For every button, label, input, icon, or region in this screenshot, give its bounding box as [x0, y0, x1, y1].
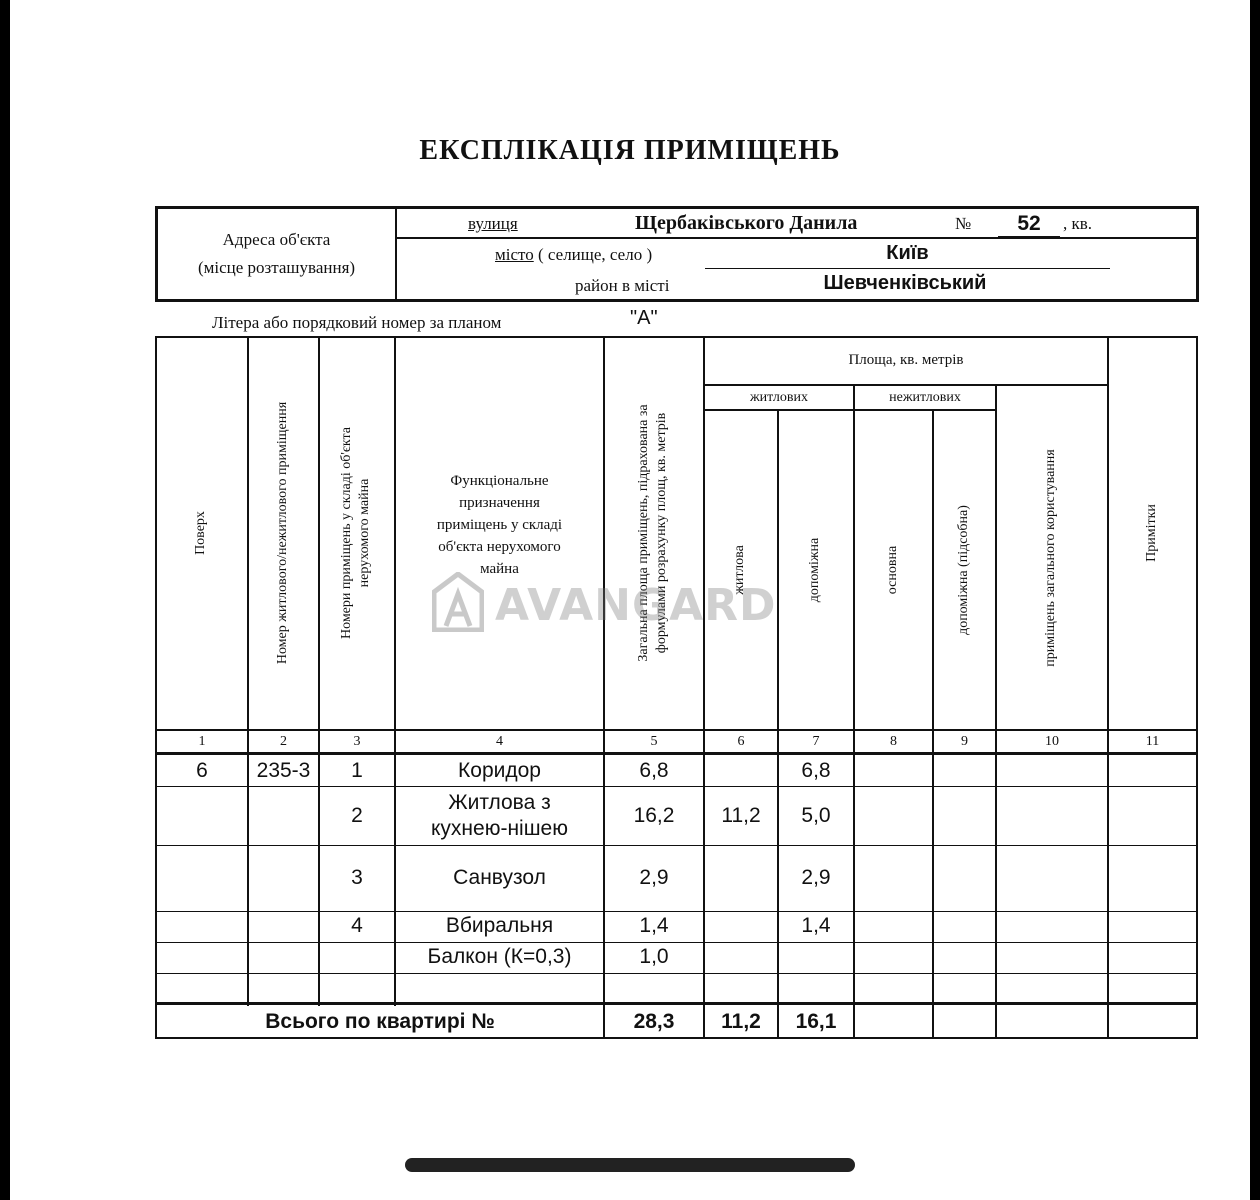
totals-total: 28,3 [633, 1010, 675, 1033]
col-number-6: 6 [737, 734, 745, 749]
plan-letter-label: Літера або порядковий номер за планом [212, 313, 502, 332]
col-divider-7 [853, 385, 855, 1039]
city-value: Київ [886, 242, 929, 264]
col-number-5: 5 [650, 734, 658, 749]
totals-living: 11,2 [721, 1010, 761, 1033]
col-number-1: 1 [198, 734, 206, 749]
header-area-group: Площа, кв. метрів [848, 352, 964, 368]
header-main: основна [885, 545, 900, 595]
row3-total: 2,9 [639, 866, 669, 889]
header-function: Функціональне призначення приміщень у складі об'єкта нерухомого майна [436, 473, 563, 577]
row3-auxiliary: 2,9 [801, 866, 831, 889]
city-label [495, 245, 652, 265]
row1-auxiliary: 6,8 [801, 759, 831, 782]
row-line-5 [155, 973, 1198, 974]
number-label: № [955, 214, 972, 233]
col-number-8: 8 [890, 734, 897, 749]
street-value: Щербаківського Данила [635, 212, 858, 234]
header-floor: Поверх [193, 511, 208, 555]
col-number-4: 4 [496, 734, 503, 749]
house-number-value: 52 [1017, 212, 1041, 235]
row2-room: 2 [351, 804, 363, 827]
address-label-line1: Адреса об'єкта [222, 230, 331, 249]
col-number-3: 3 [353, 734, 361, 749]
city-label-part1: місто [495, 245, 534, 264]
plan-letter-value: "А" [630, 307, 658, 329]
col-divider-1 [247, 336, 249, 1006]
watermark-text: AVANGARD [495, 580, 777, 631]
col-number-10: 10 [1045, 734, 1059, 749]
row1-total: 6,8 [639, 759, 669, 782]
col-number-2: 2 [280, 734, 287, 749]
document-title: ЕКСПЛІКАЦІЯ ПРИМІЩЕНЬ [419, 135, 841, 166]
address-divider [395, 206, 397, 302]
row4-function: Вбиральня [445, 914, 554, 937]
row3-function: Санвузол [453, 866, 546, 889]
row1-function: Коридор [458, 759, 541, 782]
header-auxiliary: допоміжна [807, 537, 822, 603]
header-unit-number: Номер житлового/нежитлового приміщення [275, 401, 290, 665]
apartment-label: , кв. [1063, 214, 1093, 233]
home-indicator-bar[interactable] [405, 1158, 855, 1172]
colnum-bottom-line [155, 752, 1198, 755]
row1-floor: 6 [196, 759, 208, 782]
row2-living: 11,2 [721, 804, 761, 827]
col-divider-3 [394, 336, 396, 1006]
row-line-4 [155, 942, 1198, 943]
col-divider-6 [777, 410, 779, 1039]
address-label-line2: (місце розташування) [197, 258, 356, 277]
row1-room: 1 [351, 759, 363, 782]
col-divider-2 [318, 336, 320, 1006]
row3-room: 3 [351, 866, 363, 889]
house-logo-icon [432, 572, 484, 637]
header-aux-underground: допоміжна (підсобна) [956, 505, 971, 635]
number-underline [998, 236, 1060, 237]
col-divider-9 [995, 385, 997, 1039]
header-living: житлова [732, 545, 747, 595]
row2-auxiliary: 5,0 [801, 804, 831, 827]
row5-function: Балкон (К=0,3) [427, 945, 572, 968]
header-residential-group: житлових [749, 390, 809, 405]
header-bottom-line [155, 729, 1198, 731]
col-divider-5 [703, 336, 705, 1039]
totals-auxiliary: 16,1 [795, 1010, 837, 1033]
district-value: Шевченківський [823, 272, 987, 294]
row1-unit: 235-3 [256, 759, 311, 782]
col-divider-8 [932, 410, 934, 1039]
area-group-line [703, 384, 1108, 386]
header-total-area: Загальна площа приміщень, підрахована за формулами розрахунку площ, кв. метрів [636, 404, 669, 662]
header-room-numbers: Номери приміщень у складі об'єкта нерухомого майна [339, 426, 372, 640]
row2-function: Житлова з кухнею-нішею [431, 791, 568, 840]
subgroup-line [703, 409, 996, 411]
district-label: район в місті [575, 276, 670, 295]
row-line-3 [155, 911, 1198, 912]
header-notes: Примітки [1144, 504, 1159, 562]
col-number-7: 7 [812, 734, 820, 749]
row4-auxiliary: 1,4 [801, 914, 831, 937]
col-number-9: 9 [961, 734, 968, 749]
city-label-part2: ( селище, село ) [537, 245, 653, 264]
address-row-divider [395, 237, 1199, 239]
row5-total: 1,0 [639, 945, 669, 968]
header-nonresidential-group: нежитлових [889, 390, 961, 405]
totals-label: Всього по квартирі № [265, 1010, 495, 1033]
city-underline [705, 268, 1110, 269]
col-divider-10 [1107, 336, 1109, 1039]
totals-top-line [155, 1002, 1198, 1005]
header-common-use: приміщень загального користування [1043, 449, 1058, 667]
row2-total: 16,2 [633, 804, 675, 827]
col-number-11: 11 [1145, 734, 1160, 749]
row-line-2 [155, 845, 1198, 846]
street-label: вулиця [468, 214, 518, 233]
row4-total: 1,4 [639, 914, 669, 937]
row-line-1 [155, 786, 1198, 787]
row4-room: 4 [351, 914, 363, 937]
